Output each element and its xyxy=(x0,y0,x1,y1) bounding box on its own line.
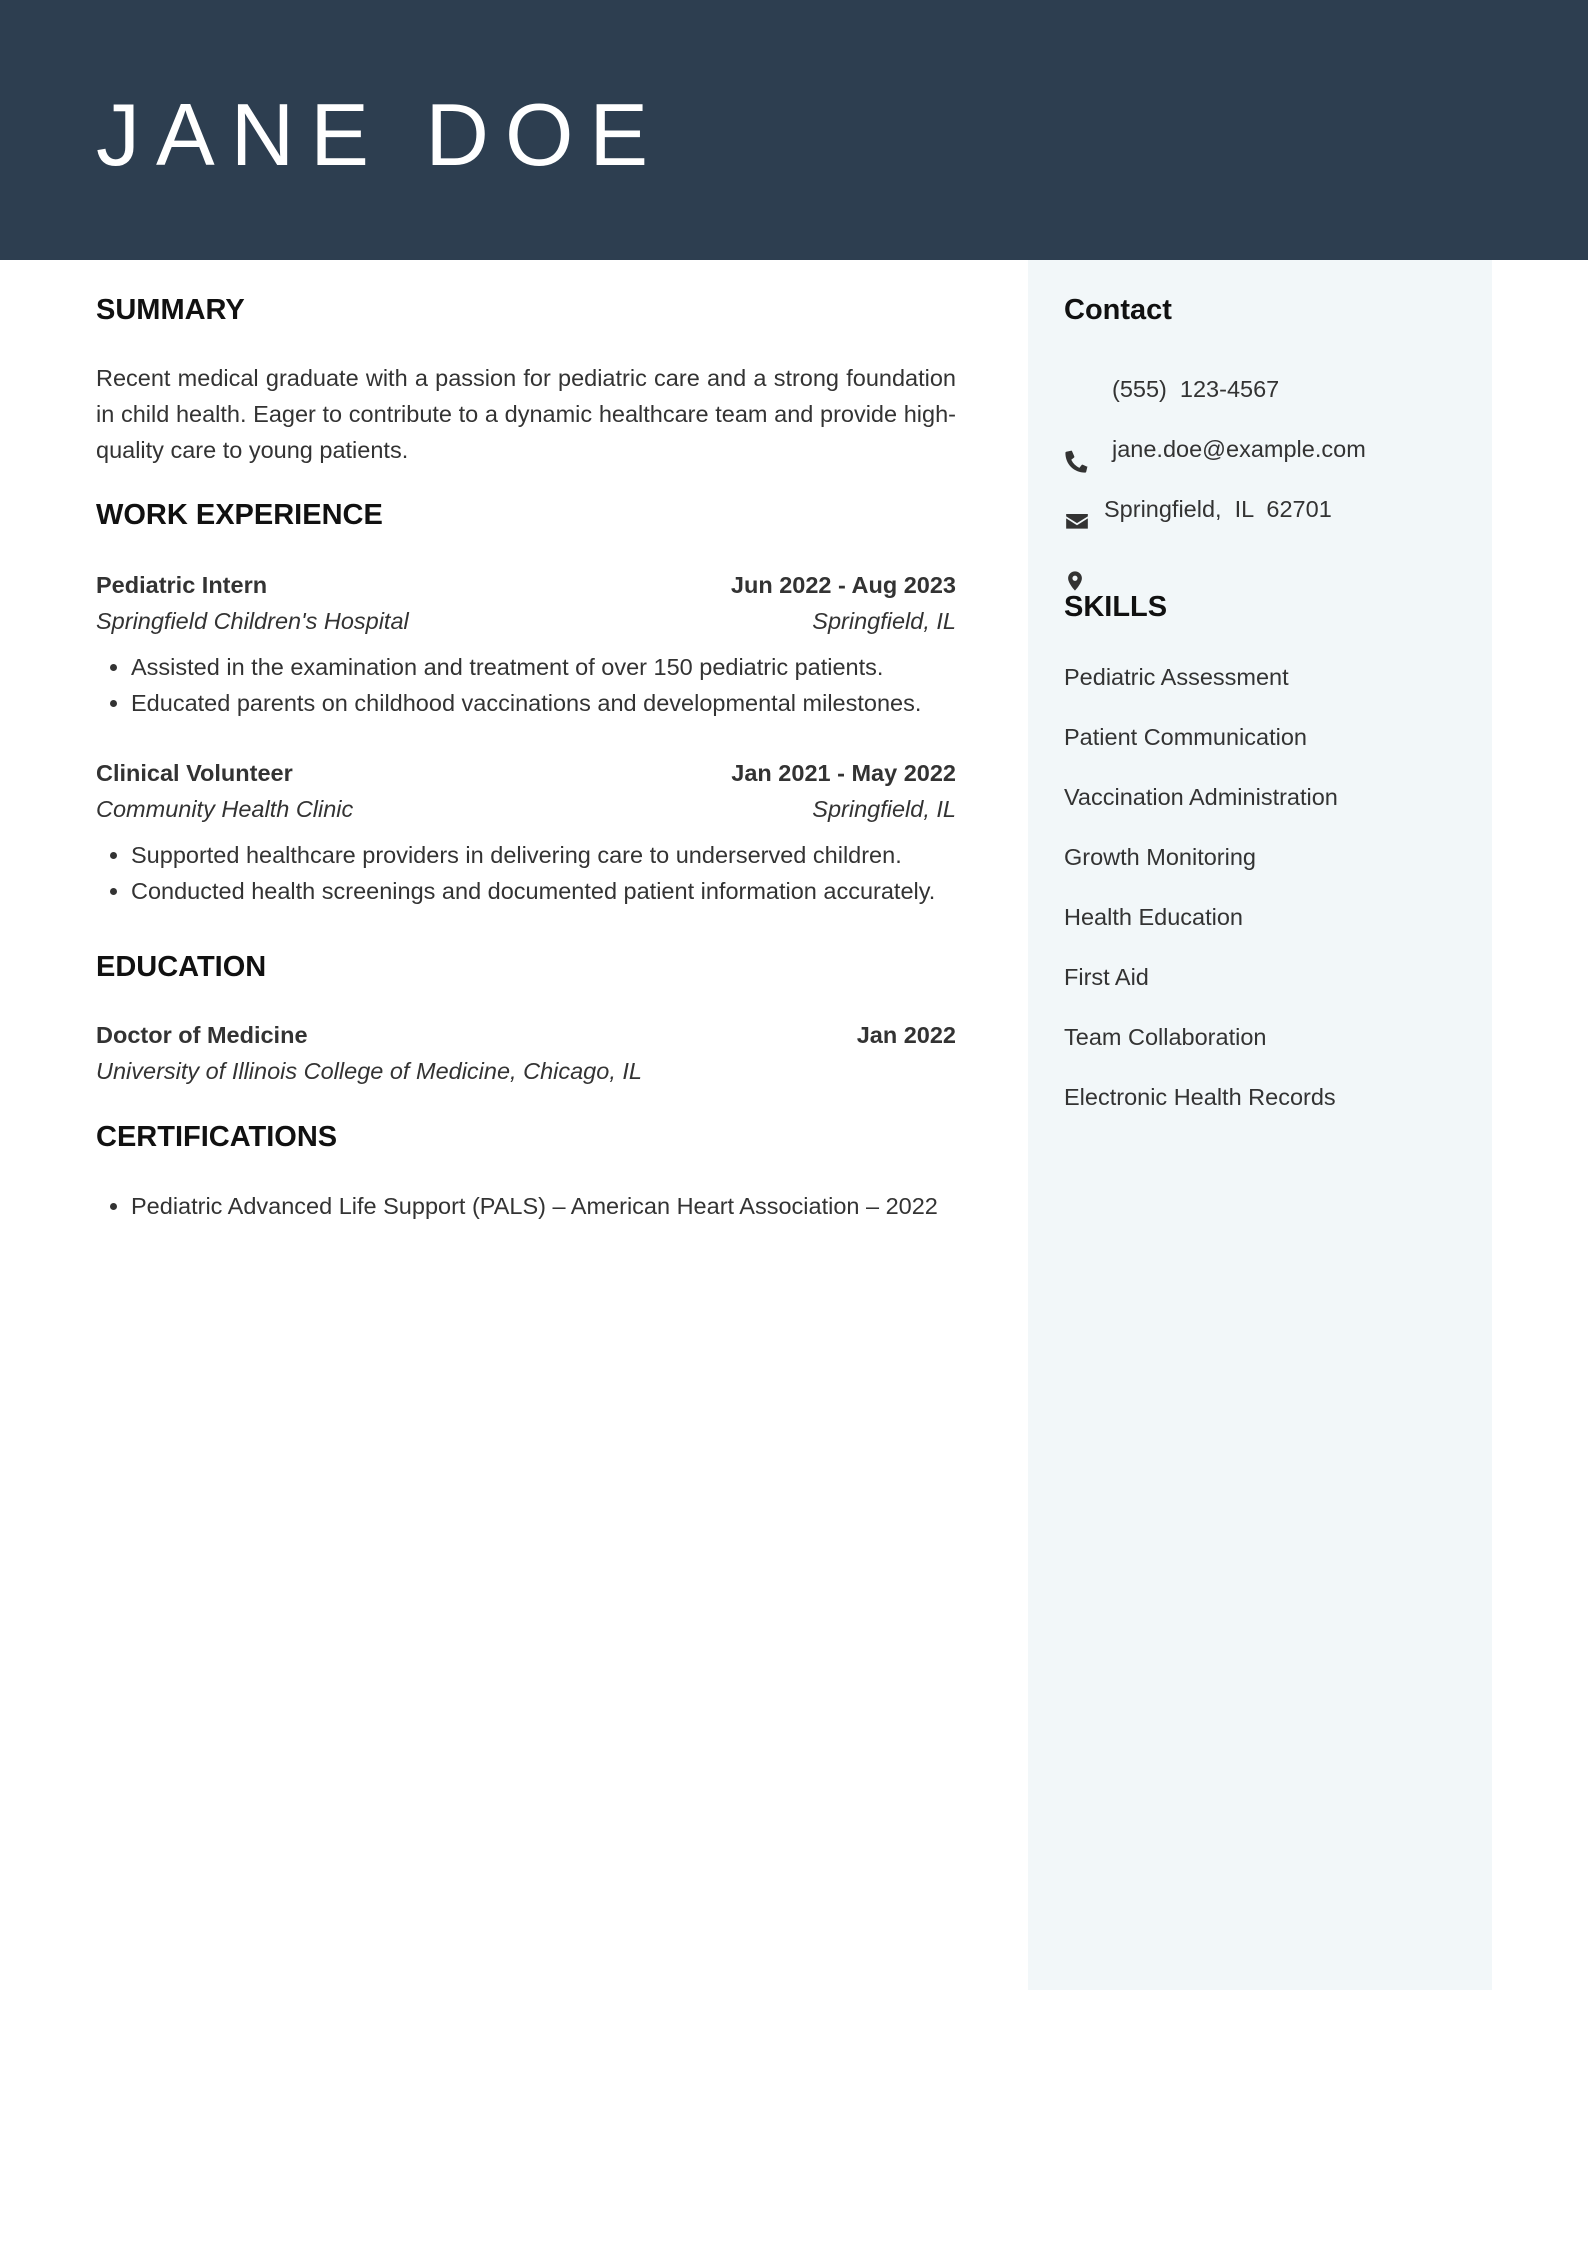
contact-location xyxy=(1064,491,1332,527)
skill-item: Growth Monitoring xyxy=(1064,844,1256,870)
skill-item: Patient Communication xyxy=(1064,724,1307,750)
work-experience-heading: WORK EXPERIENCE xyxy=(96,499,383,531)
candidate-name: JANE DOE xyxy=(96,85,665,184)
school: University of Illinois College of Medicine, Chicago, IL xyxy=(96,1058,642,1084)
job-location: Springfield, IL xyxy=(812,608,956,634)
job-bullets xyxy=(96,837,956,909)
job-location: Springfield, IL xyxy=(812,796,956,822)
summary-heading: SUMMARY xyxy=(96,294,245,326)
job-bullets xyxy=(96,649,956,721)
skill-item: First Aid xyxy=(1064,964,1149,990)
job-organization: Community Health Clinic xyxy=(96,796,354,822)
job-dates: Jun 2022 - Aug 2023 xyxy=(730,572,956,598)
skill-item: Electronic Health Records xyxy=(1064,1084,1336,1110)
contact-phone[interactable] xyxy=(1064,371,1279,407)
certifications-list xyxy=(96,1188,956,1224)
education-entry xyxy=(96,1017,956,1089)
job-role: Clinical Volunteer xyxy=(96,760,293,786)
sidebar xyxy=(1028,260,1492,1990)
graduation-date: Jan 2022 xyxy=(856,1022,956,1048)
phone-number: (555) 123-4567 xyxy=(1112,376,1280,402)
job-entry xyxy=(96,755,956,909)
location-text: Springfield, IL 62701 xyxy=(1104,496,1332,522)
skill-item: Pediatric Assessment xyxy=(1064,664,1289,690)
map-pin-icon xyxy=(1064,496,1086,522)
email-address: jane.doe@example.com xyxy=(1112,436,1366,462)
certification-item: • Pediatric Advanced Life Support (PALS) – American Heart Association – 2022 xyxy=(131,1188,956,1224)
job-bullet: • Supported healthcare providers in delivering care to underserved children. xyxy=(131,837,956,873)
resume-header xyxy=(0,0,1588,260)
skills-heading: SKILLS xyxy=(1064,591,1168,623)
certifications-heading: CERTIFICATIONS xyxy=(96,1121,338,1153)
job-bullet: • Assisted in the examination and treatment of over 150 pediatric patients. xyxy=(131,649,956,685)
education-heading: EDUCATION xyxy=(96,951,267,983)
envelope-icon xyxy=(1064,436,1090,462)
job-bullet: • Educated parents on childhood vaccinations and developmental milestones. xyxy=(131,685,956,721)
summary-text: Recent medical graduate with a passion for pediatric care and a strong foundation in child health. Eager to contribute to a dynamic healthcare team and provide high-quality care to young patients. xyxy=(96,365,956,463)
contact-heading: Contact xyxy=(1064,294,1172,326)
skill-item: Team Collaboration xyxy=(1064,1024,1267,1050)
job-dates: Jan 2021 - May 2022 xyxy=(731,760,956,786)
skill-item: Vaccination Administration xyxy=(1064,784,1338,810)
phone-icon xyxy=(1064,376,1090,402)
contact-email[interactable] xyxy=(1064,431,1366,467)
job-role: Pediatric Intern xyxy=(96,572,268,598)
job-bullet: • Conducted health screenings and documented patient information accurately. xyxy=(131,873,956,909)
job-entry xyxy=(96,567,956,721)
job-organization: Springfield Children's Hospital xyxy=(96,608,409,634)
degree: Doctor of Medicine xyxy=(96,1022,308,1048)
skill-item: Health Education xyxy=(1064,904,1243,930)
